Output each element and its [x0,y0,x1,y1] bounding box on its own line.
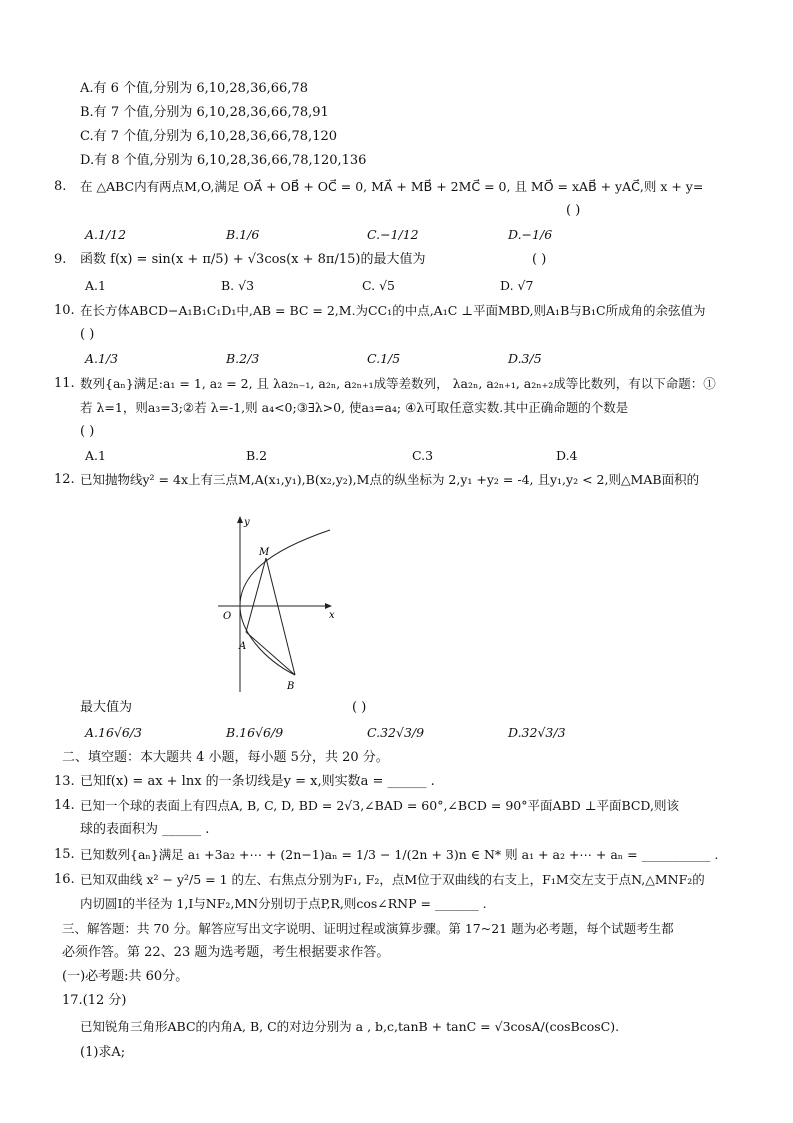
q8-number: 8. [54,179,67,194]
q14-number: 14. [54,798,75,813]
q9-number: 9. [54,252,67,267]
q17-stem: 已知锐角三角形ABC的内角A, B, C的对边分别为 a , b,c,tanB + tanC = √3cosA/(cosBcosC). [80,1019,620,1034]
q7-option-c: C.有 7 个值,分别为 6,10,28,36,66,78,120 [80,129,338,144]
q12-answer-paren: ( ) [352,700,367,715]
q16-stem-line2: 内切圆I的半径为 1,I与NF₂,MN分别切于点P,R,则cos∠RNP = _______ . [80,896,487,911]
label-origin: O [223,611,232,622]
q9-stem: 函数 f(x) = sin(x + π/5) + √3cos(x + 8π/15)的最大值为 [80,252,426,267]
q8-answer-paren: ( ) [566,203,581,218]
q8-option-d: D.−1/6 [508,227,553,242]
q11-answer-paren: ( ) [80,424,95,439]
q10-answer-paren: ( ) [80,327,95,342]
section-2-heading: 二、填空题：本大题共 4 小题，每小题 5分，共 20 分。 [62,750,389,765]
q8-option-c: C.−1/12 [367,227,419,242]
q15-stem: 已知数列{aₙ}满足 a₁ +3a₂ +⋯ + (2n−1)aₙ = 1/3 − 1/(2n + 3)n ∈ N* 则 a₁ + a₂ +⋯ + aₙ = ___________ . [80,847,719,862]
label-x: x [329,610,335,621]
q9-option-a: A.1 [85,278,106,293]
q12-option-b: B.16√6/9 [226,725,284,740]
parabola-figure [210,512,350,696]
q11-option-b: B.2 [246,448,268,463]
q12-stem: 已知抛物线y² = 4x上有三点M,A(x₁,y₁),B(x₂,y₂),M点的纵坐标为 2,y₁ +y₂ = -4, 且y₁,y₂ < 2,则△MAB面积的 [80,472,700,487]
x-axis-arrow-icon [325,603,332,609]
segment-ab [246,632,295,675]
q9-answer-paren: ( ) [532,252,547,267]
q11-number: 11. [54,376,75,391]
label-m: M [259,547,270,558]
q10-option-c: C.1/5 [367,351,401,366]
q11-option-d: D.4 [556,448,578,463]
q14-stem-line1: 已知一个球的表面上有四点A, B, C, D, BD = 2√3,∠BAD = 60°,∠BCD = 90°平面ABD ⊥平面BCD,则该 [80,798,679,813]
q13-stem: 已知f(x) = ax + lnx 的一条切线是y = x,则实数a = ______ . [80,774,435,789]
q12-stem-tail: 最大值为 [80,700,133,715]
section-3-heading-line2: 必须作答。第 22、23 题为选考题，考生根据要求作答。 [62,945,390,960]
q10-option-a: A.1/3 [85,351,119,366]
required-subsection-heading: (一)必考题:共 60分。 [62,969,189,984]
q11-stem-line2: 若 λ=1，则a₃=3;②若 λ=-1,则 a₄<0;③∃λ>0, 使a₃=a₄; ④λ可取任意实数.其中正确命题的个数是 [80,400,629,415]
q10-stem: 在长方体ABCD−A₁B₁C₁D₁中,AB = BC = 2,M.为CC₁的中点,A₁C ⊥平面MBD,则A₁B与B₁C所成角的余弦值为 [80,303,706,318]
q8-stem: 在 △ABC内有两点M,O,满足 OA⃗ + OB⃗ + OC⃗ = 0, MA⃗ + MB⃗ + 2MC⃗ = 0, 且 MO⃗ = xAB⃗ + yAC⃗,则 x + y= [80,179,704,194]
q11-stem-line1: 数列{aₙ}满足:a₁ = 1, a₂ = 2, 且 λa₂ₙ₋₁, a₂ₙ, a₂ₙ₊₁成等差数列， λa₂ₙ, a₂ₙ₊₁, a₂ₙ₊₂成等比数列，有以下命题：① [80,376,716,391]
q17-part-1: (1)求A; [80,1045,126,1060]
segment-mb [266,558,295,675]
q9-option-b: B. √3 [221,278,255,293]
q7-option-d: D.有 8 个值,分别为 6,10,28,36,66,78,120,136 [80,153,367,168]
q8-option-b: B.1/6 [226,227,260,242]
q12-option-d: D.32√3/3 [508,725,566,740]
q8-option-a: A.1/12 [85,227,127,242]
q12-option-c: C.32√3/9 [367,725,425,740]
q11-option-a: A.1 [85,448,106,463]
q10-number: 10. [54,303,75,318]
q14-stem-line2: 球的表面积为 ______ . [80,822,210,837]
q12-option-a: A.16√6/3 [85,725,142,740]
parabola-upper-branch [240,530,330,606]
q13-number: 13. [54,774,75,789]
label-y: y [244,517,250,528]
q11-option-c: C.3 [412,448,434,463]
q16-number: 16. [54,872,75,887]
q9-option-d: D. √7 [500,278,534,293]
q10-option-b: B.2/3 [226,351,260,366]
q16-stem-line1: 已知双曲线 x² − y²/5 = 1 的左、右焦点分别为F₁, F₂，点M位于双曲线的右支上，F₁M交左支于点N,△MNF₂的 [80,872,705,887]
section-3-heading-line1: 三、解答题：共 70 分。解答应写出文字说明、证明过程或演算步骤。第 17~21 题为必考题，每个试题考生都 [62,921,674,936]
q17-heading: 17.(12 分) [62,993,127,1008]
q10-option-d: D.3/5 [508,351,542,366]
label-b: B [287,681,295,692]
q12-number: 12. [54,472,75,487]
q15-number: 15. [54,847,75,862]
q7-option-a: A.有 6 个值,分别为 6,10,28,36,66,78 [80,81,308,96]
q7-option-b: B.有 7 个值,分别为 6,10,28,36,66,78,91 [80,105,329,120]
y-axis-arrow-icon [237,516,243,523]
q9-option-c: C. √5 [362,278,395,293]
label-a: A [239,641,247,652]
